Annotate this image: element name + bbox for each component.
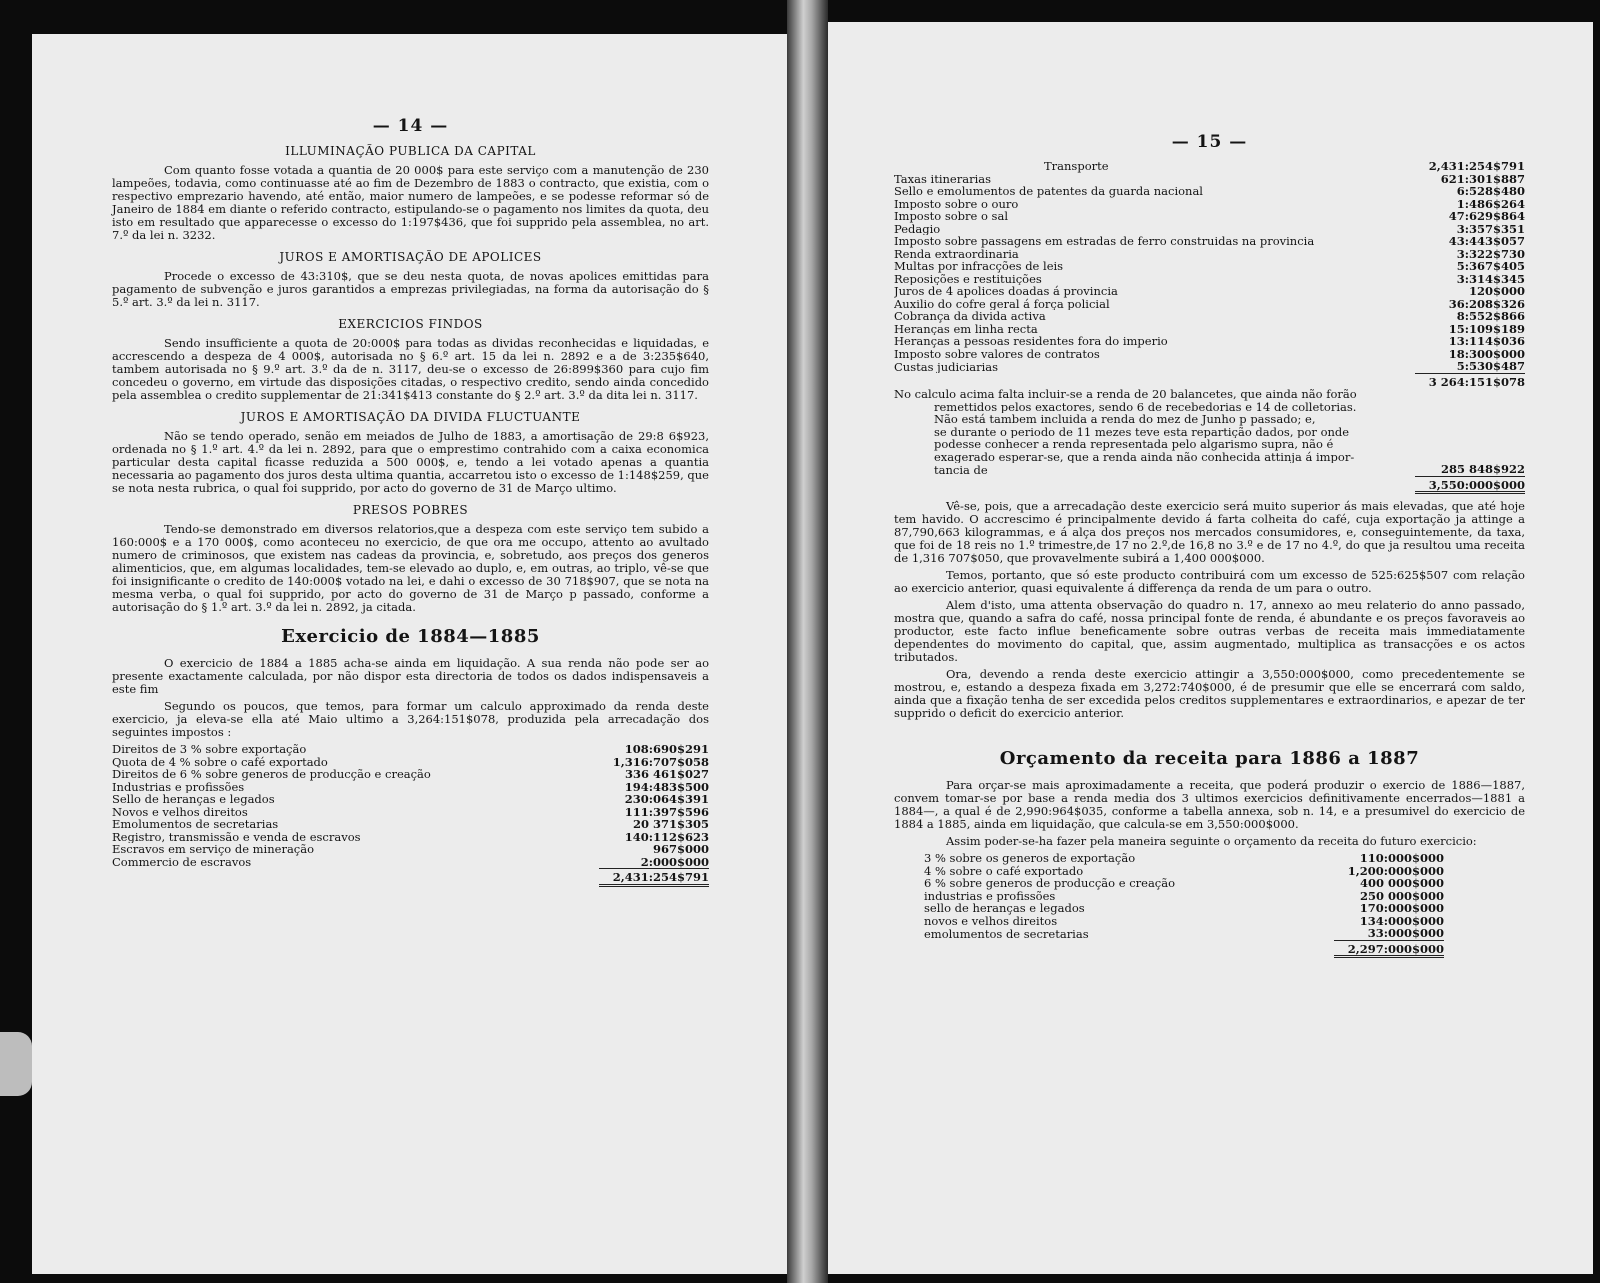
row-value: 400 000$000 [1359,876,1444,890]
row-value: 111:397$596 [624,804,709,819]
table-row [894,173,1525,186]
paragraph: Alem d'isto, uma attenta observação do quadro n. 17, annexo ao meu relaterio do anno passado, mostra que, quando a safra do café, nossa principal fonte de renda, é abundante e os preços favoraveis ao productor, este facto influe beneficamente sobre outras verbas de receita mais immediatamente dependentes do movimento do capital, que, assim augmentado, multiplica as transacções e os actos tributados. [894,598,1525,664]
row-label: Imposto sobre passagens em estradas de ferro construidas na provincia [894,235,1315,248]
grand-total-row [894,476,1525,493]
row-value: 3:357$351 [1456,221,1525,236]
exercicio-heading: Exercicio de 1884—1885 [281,626,540,647]
row-value: 194:483$500 [624,779,709,794]
page-15 [828,22,1593,1274]
binder-tab [0,1032,32,1096]
row-label: Quota de 4 % sobre o café exportado [112,755,328,768]
row-label: Novos e velhos direitos [112,805,248,818]
note-line: podesse conhecer a renda representada pelo algarismo supra, não é [934,438,1334,451]
page-number: — 14 — [372,116,449,136]
paragraph: Sendo insufficiente a quota de 20:000$ para todas as dividas reconhecidas e liquidadas, e accrescendo a despeza de 4 000$, autorisada no § 6.º art. 15 da lei n. 2892 e a de 3:235$640, tambem autorisada no § 9.º art. 3.º da de n. 3117, deu-se o excesso de 26:899$360 para cujo fim concedeu o governo, em virtude das disposições citadas, o respectivo credito, sendo ainda concedido pela assemblea o credito supplementar de 21:341$413 constante do § 2.º art. 3.º da dita lei n. 3117. [112,336,709,402]
row-label: 3 % sobre os generos de exportação [924,852,1136,865]
row-value: 3:322$730 [1456,246,1525,261]
row-value: 33:000$000 [1367,926,1444,940]
table-row [894,335,1525,348]
row-label: Renda extraordinaria [894,247,1019,260]
row-value: 5:530$487 [1456,359,1525,373]
section-title: JUROS E AMORTISAÇÃO DE APOLICES [279,250,542,264]
table-row [924,902,1444,915]
revenue-table-continued [894,160,1525,388]
table-row [924,915,1444,928]
table-row [924,927,1444,940]
table-row [894,235,1525,248]
paragraph: Assim poder-se-ha fazer pela maneira seguinte o orçamento da receita do futuro exercicio: [946,834,1477,848]
orcamento-heading: Orçamento da receita para 1886 a 1887 [999,748,1420,769]
row-label: Sello e emolumentos de patentes da guarda nacional [894,185,1203,198]
row-label: Transporte [1044,160,1109,173]
row-value: 36:208$326 [1448,296,1525,311]
row-label: Taxas itinerarias [894,172,992,185]
table-row [894,273,1525,286]
table-row [894,260,1525,273]
table-row [894,298,1525,311]
row-value: 18:300$000 [1448,346,1525,361]
budget-table [924,852,1444,958]
row-value: 967$000 [652,842,709,856]
revenue-table [112,743,709,887]
table-row [924,852,1444,865]
row-label: Heranças em linha recta [894,322,1038,335]
book-gutter [787,0,828,1283]
row-label: Juros de 4 apolices doadas á provincia [894,285,1118,298]
row-value: 13:114$036 [1448,334,1525,348]
paragraph: Procede o excesso de 43:310$, que se deu nesta quota, de novas apolices emittidas para pagamento de subvenção e juros garantidos a emprezas privilegiadas, na forma da autorisação do § 5.º art. 3.º da lei n. 3117. [112,269,709,309]
paragraph: Vê-se, pois, que a arrecadação deste exercicio será muito superior ás mais elevadas, que até hoje tem havido. O accrescimo é principalmente devido á farta colheita do café, cuja exportação ja attinge a 87,790,663 kilogrammas, e á alça dos preços nos mercados consumidores, e, conseguintemente, da taxa, que foi de 18 reis no 1.º trimestre,de 17 no 2.º,de 16,8 no 3.º e de 17 no 4.º, do que ja resultou uma receita de 1,316 707$050, que provavelmente subirá a 1,400 000$000. [894,499,1525,565]
row-value: 1:486$264 [1456,196,1525,211]
row-value: 6:528$480 [1456,184,1525,198]
row-label: Direitos de 6 % sobre generos de producção e creação [112,768,431,781]
row-label: Reposições e restituições [894,272,1042,285]
row-label: 4 % sobre o café exportado [924,864,1084,877]
table-row [894,323,1525,336]
paragraph: Ora, devendo a renda deste exercicio attingir a 3,550:000$000, como precedentemente se mostrou, e, estando a despeza fixada em 3,272:740$000, é de presumir que elle se encerrará com saldo, ainda que a fixação tenha de ser excedida pelos creditos supplementares e extraordinarios, e apezar de ter supprido o deficit do exercicio anterior. [894,667,1525,720]
table-row [112,756,709,769]
note-line: se durante o periodo de 11 mezes teve esta repartição dados, por onde [934,425,1350,438]
note-table [894,388,1525,494]
row-label: industrias e profissões [924,889,1056,902]
row-label: Pedagio [894,222,941,235]
section-title: PRESOS POBRES [352,503,469,517]
row-value: 1,200:000$000 [1347,863,1444,878]
row-value: 110:000$000 [1359,851,1444,865]
subtotal-row [894,373,1525,388]
paragraph: Temos, portanto, que só este producto contribuirá com um excesso de 525:625$507 com relação ao exercicio anterior, quasi equivalente á differença da renda de um para o outro. [894,568,1525,595]
row-value: 5:367$405 [1456,259,1525,273]
table-row [894,360,1525,373]
row-label: Direitos de 3 % sobre exportação [112,743,307,756]
row-value: 2,431:254$791 [1428,159,1525,173]
table-row [112,856,709,869]
table-row [894,210,1525,223]
table-row [894,248,1525,261]
paragraph: Para orçar-se mais aproximadamente a receita, que poderá produzir o exercio de 1886—1887, convem tomar-se por base a renda media dos 3 ultimos exercicios definitivamente encerrados—1881 a 1884—, a qual é de 2,990:964$035, conforme a tabella annexa, sob n. 14, e a presumivel do exercicio de 1884 a 1885, ainda em liquidação, que calcula-se em 3,550:000$000. [894,778,1525,831]
row-value: 170:000$000 [1359,901,1444,915]
row-value: 20 371$305 [632,817,709,831]
row-label: Sello de heranças e legados [112,793,275,806]
row-value: 250 000$000 [1359,888,1444,903]
row-label: Custas judiciarias [894,360,999,373]
table-row [112,781,709,794]
table-row [894,348,1525,361]
row-value: 1,316:707$058 [612,754,709,769]
table-row [894,223,1525,236]
table-row [112,843,709,856]
paragraph: Com quanto fosse votada a quantia de 20 000$ para este serviço com a manutenção de 230 lampeões, todavia, como continuasse até ao fim de Dezembro de 1883 o contracto, que existia, com o respectivo emprezario havendo, até então, maior numero de lampeões, e se podesse reformar só de Janeiro de 1884 em diante o referido contracto, estipulando-se o pagamento nos limites da quota, deu isto em resultado que apparecesse o excesso do 1:197$436, que foi supprido pela assemblea, no art. 7.º da lei n. 3232. [112,163,709,242]
table-row [894,198,1525,211]
table-row [924,877,1444,890]
table-row [112,818,709,831]
subtotal-value: 3 264:151$078 [1415,373,1525,388]
row-label: Escravos em serviço de mineração [112,843,315,856]
paragraph: Segundo os poucos, que temos, para formar um calculo approximado da renda deste exercicio, ja eleva-se ella até Maio ultimo a 3,264:151$078, produzida pela arrecadação dos seguintes impostos : [112,699,709,739]
section-title: EXERCICIOS FINDOS [338,317,483,331]
row-value: 134:000$000 [1359,913,1444,928]
row-label: novos e velhos direitos [924,914,1058,927]
paragraph: Tendo-se demonstrado em diversos relatorios,que a despeza com este serviço tem subido a 160:000$ e a 170 000$, como aconteceu no exercicio, de que ora me occupo, attento ao avultado numero de criminosos, que existem nas cadeas da provincia, e, sobretudo, aos preços dos generos alimenticios, que, em algumas localidades, tem-se elevado ao duplo, e, em outras, ao triplo, vê-se que foi insignificante o credito de 140:000$ votado na lei, e dahi o excesso de 30 718$907, que se nota na mesma verba, o qual foi supprido, por acto do governo de 31 de Março p passado, conforme a autorisação do § 1.º art. 3.º da lei n. 2892, ja citada. [112,522,709,614]
table-row [112,768,709,781]
page-number: — 15 — [1171,132,1248,152]
table-row [894,185,1525,198]
row-value: 8:552$866 [1456,309,1525,323]
page-14 [32,34,787,1274]
row-label: Imposto sobre valores de contratos [894,347,1100,360]
row-label: Multas por infracções de leis [894,260,1064,273]
section-title: ILLUMINAÇÃO PUBLICA DA CAPITAL [285,144,536,158]
paragraph: Não se tendo operado, senão em meiados de Julho de 1883, a amortisação de 29:8 6$923, ordenada no § 1.º art. 4.º da lei n. 2892, para que o emprestimo contrahido com a caixa economica particular desta capital ficasse reduzida a 500 000$, e, tendo a lei votado apenas a quantia necessaria ao pagamento dos juros desta ultima quantia, accarretou isto o excesso de 1:148$259, que se nota nesta rubrica, o qual foi supprido, por acto do governo de 31 de Março ultimo. [112,429,709,495]
row-value: 15:109$189 [1448,321,1525,336]
note-value: 285 848$922 [1440,462,1525,476]
row-label: Cobrança da divida activa [894,310,1046,323]
table-row [112,806,709,819]
total-row [112,869,709,886]
section-title: JUROS E AMORTISAÇÃO DA DIVIDA FLUCTUANTE [240,410,581,424]
row-value: 108:690$291 [624,742,709,756]
row-label: Auxilio do cofre geral á força policial [894,297,1110,310]
grand-total-value: 3,550:000$000 [1415,476,1525,493]
note-line: No calculo acima falta incluir-se a renda de 20 balancetes, que ainda não forão [894,388,1357,401]
note-line: tancia de [934,463,988,476]
row-label: emolumentos de secretarias [924,927,1089,940]
row-value: 230:064$391 [624,792,709,806]
row-value: 47:629$864 [1448,209,1525,223]
row-label: Emolumentos de secretarias [112,818,279,831]
transport-row [894,160,1525,173]
table-row [894,310,1525,323]
paragraph: O exercicio de 1884 a 1885 acha-se ainda em liquidação. A sua renda não pode ser ao presente exactamente calculada, por não dispor esta directoria de todos os dados indispensaveis a este fim [112,656,709,696]
note-line: remettidos pelos exactores, sendo 6 de recebedorias e 14 de colletorias. [934,400,1357,413]
note-line: exagerado esperar-se, que a renda ainda não conhecida attinja á impor- [934,450,1355,463]
row-label: Imposto sobre o sal [894,210,1008,223]
row-value: 43:443$057 [1448,234,1525,248]
table-row [112,743,709,756]
note-line: Não está tambem incluida a renda do mez de Junho p passado; e, [934,413,1316,426]
row-label: sello de heranças e legados [924,902,1085,915]
row-value: 621:301$887 [1440,171,1525,186]
row-label: Imposto sobre o ouro [894,197,1019,210]
row-label: Registro, transmissão e venda de escravos [112,830,361,843]
total-row [924,940,1444,957]
row-label: Commercio de escravos [112,855,252,869]
table-row [894,285,1525,298]
row-label: Heranças a pessoas residentes fora do imperio [894,335,1168,348]
row-value: 3:314$345 [1456,271,1525,286]
row-label: 6 % sobre generos de producção e creação [924,877,1176,890]
row-value: 336 461$027 [624,767,709,781]
total-value: 2,431:254$791 [599,869,709,886]
table-row [112,793,709,806]
row-value: 120$000 [1468,284,1525,298]
row-value: 2:000$000 [640,854,709,869]
total-value: 2,297:000$000 [1334,940,1444,957]
table-row [112,831,709,844]
row-value: 140:112$623 [624,829,709,844]
row-label: Industrias e profissões [112,780,245,793]
